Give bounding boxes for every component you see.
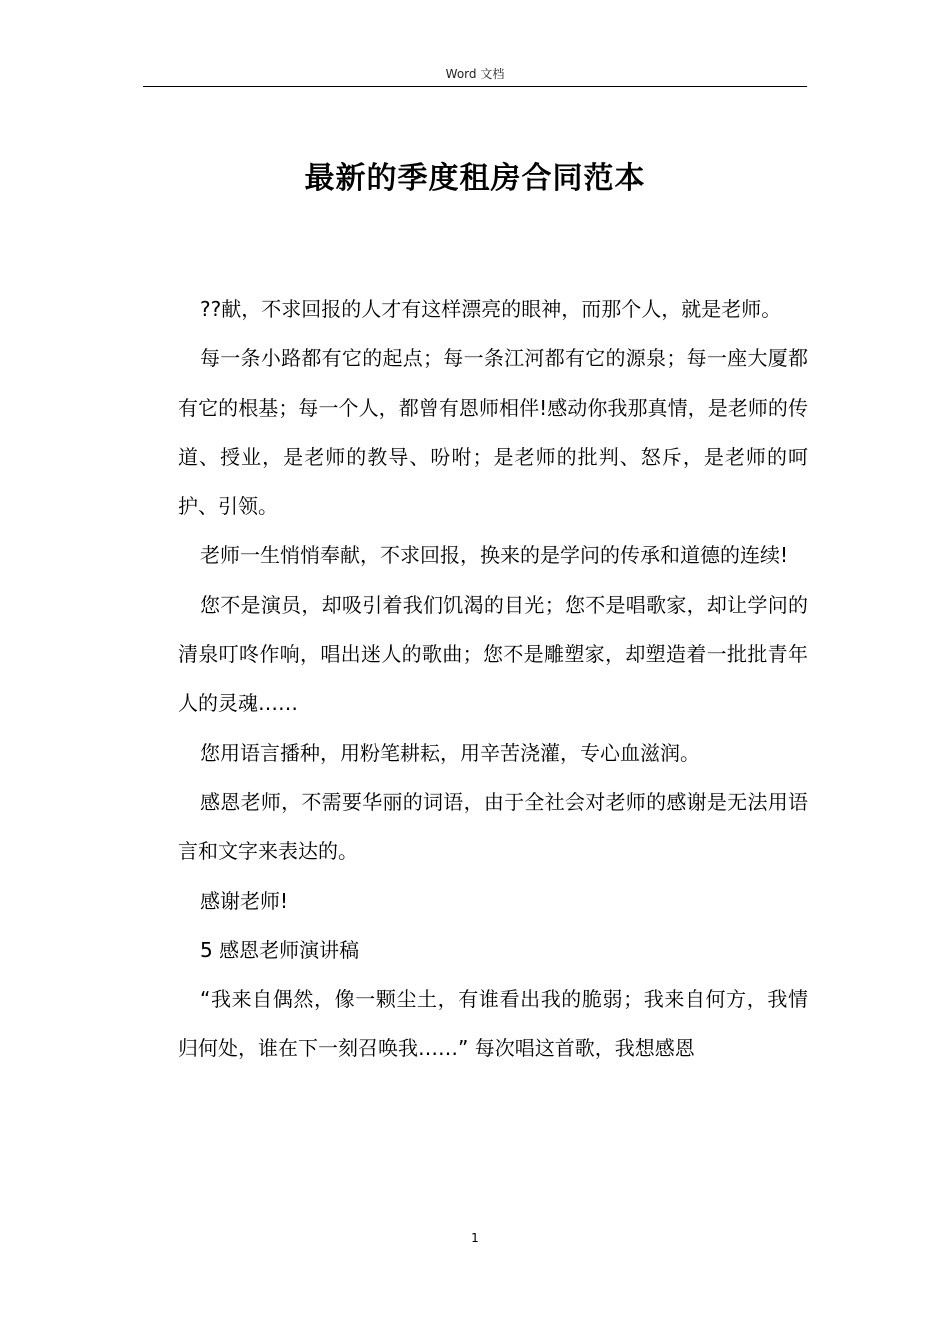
paragraph: 您不是演员，却吸引着我们饥渴的目光；您不是唱歌家，却让学问的清泉叮咚作响，唱出迷人的歌曲；您不是雕塑家，却塑造着一批批青年人的灵魂…… xyxy=(178,592,808,716)
document-title: 最新的季度租房合同范本 xyxy=(304,161,646,196)
paragraph: ??献，不求回报的人才有这样漂亮的眼神，而那个人，就是老师。 xyxy=(200,297,782,321)
section-heading: 5 感恩老师演讲稿 xyxy=(200,937,360,962)
paragraph: 每一条小路都有它的起点；每一条江河都有它的源泉；每一座大厦都有它的根基；每一个人，都曾有恩师相伴!感动你我那真情，是老师的传道、授业，是老师的教导、吩咐；是老师的批判、怒斥，是老师的呵护、引领。 xyxy=(178,346,808,519)
header-divider xyxy=(143,86,807,87)
paragraph: 老师一生悄悄奉献，不求回报，换来的是学问的传承和道德的连续! xyxy=(200,543,789,568)
paragraph: “我来自偶然，像一颗尘土，有谁看出我的脆弱；我来自何方，我情归何处，谁在下一刻召唤我……” 每次唱这首歌，我想感恩 xyxy=(178,987,808,1061)
paragraph: 感谢老师! xyxy=(200,888,289,913)
document-body xyxy=(178,285,808,1074)
paragraph: 感恩老师，不需要华丽的词语，由于全社会对老师的感谢是无法用语言和文字来表达的。 xyxy=(178,789,808,864)
page-number: 1 xyxy=(471,1231,479,1245)
paragraph: 您用语言播种，用粉笔耕耘，用辛苦浇灌，专心血滋润。 xyxy=(200,740,700,765)
page-header: Word 文档 xyxy=(445,67,505,81)
